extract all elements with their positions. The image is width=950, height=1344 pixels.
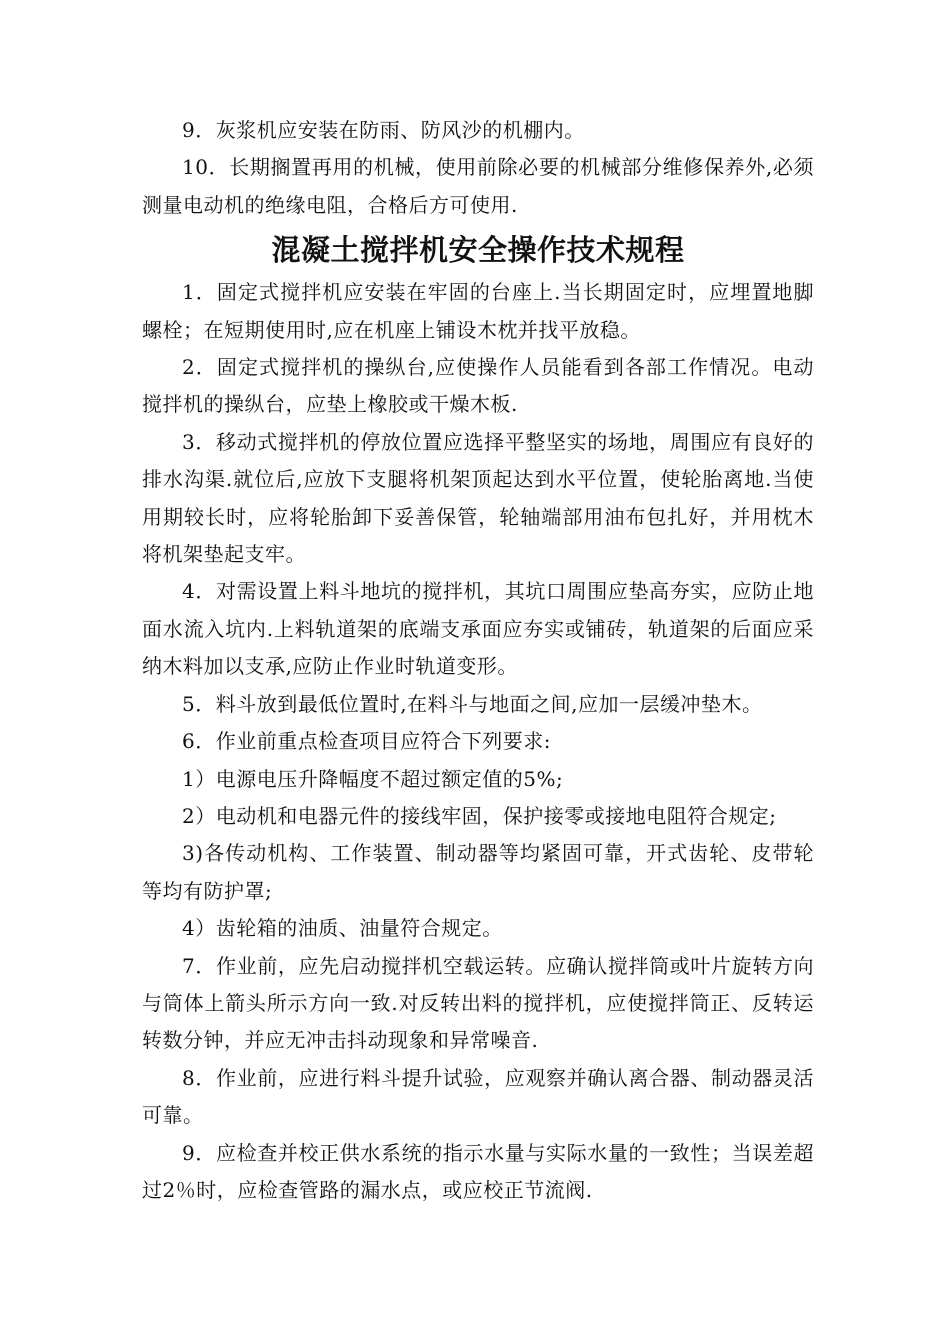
rule-subitem-2: 2）电动机和电器元件的接线牢固，保护接零或接地电阻符合规定;: [182, 803, 777, 828]
rule-item-1: 1．固定式搅拌机应安装在牢固的台座上.当长期固定时，应埋置地脚螺栓；在短期使用时,应在机座上铺设木枕并找平放稳。: [142, 280, 814, 342]
rule-item-2: 2．固定式搅拌机的操纵台,应使操作人员能看到各部工作情况。电动搅拌机的操纵台，应垫上橡胶或干燥木板.: [142, 355, 814, 417]
rule-item-3: 3．移动式搅拌机的停放位置应选择平整坚实的场地，周围应有良好的排水沟渠.就位后,应放下支腿将机架顶起达到水平位置，使轮胎离地.当使用期较长时，应将轮胎卸下妥善保管，轮轴端部用油布包扎好，并用枕木将机架垫起支牢。: [142, 429, 814, 567]
document-title: 混凝土搅拌机安全操作技术规程: [271, 233, 685, 268]
rule-item-4: 4．对需设置上料斗地坑的搅拌机，其坑口周围应垫高夯实，应防止地面水流入坑内.上料轨道架的底端支承面应夯实或铺砖，轨道架的后面应采纳木料加以支承,应防止作业时轨道变形。: [142, 579, 814, 679]
rule-item-7: 7．作业前，应先启动搅拌机空载运转。应确认搅拌筒或叶片旋转方向与筒体上箭头所示方向一致.对反转出料的搅拌机，应使搅拌筒正、反转运转数分钟，并应无冲击抖动现象和异常噪音.: [142, 953, 814, 1053]
rule-item-5: 5．料斗放到最低位置时,在料斗与地面之间,应加一层缓冲垫木。: [182, 691, 763, 716]
preceding-item-9: 9．灰浆机应安装在防雨、防风沙的机棚内。: [182, 118, 585, 142]
document-body: [142, 112, 814, 1209]
rule-subitem-1: 1）电源电压升降幅度不超过额定值的5%;: [182, 766, 564, 791]
rule-item-9: 9．应检查并校正供水系统的指示水量与实际水量的一致性；当误差超过2％时，应检查管路的漏水点，或应校正节流阀.: [142, 1140, 814, 1202]
preceding-item-10: 10．长期搁置再用的机械，使用前除必要的机械部分维修保养外,必须测量电动机的绝缘电阻，合格后方可使用.: [142, 155, 814, 217]
rule-item-6: 6．作业前重点检查项目应符合下列要求:: [182, 729, 551, 754]
rule-subitem-3: 3)各传动机构、工作装置、制动器等均紧固可靠，开式齿轮、皮带轮等均有防护罩;: [142, 841, 814, 903]
rule-item-8: 8．作业前，应进行料斗提升试验，应观察并确认离合器、制动器灵活可靠。: [142, 1065, 814, 1128]
rule-subitem-4: 4）齿轮箱的油质、油量符合规定。: [182, 916, 503, 941]
